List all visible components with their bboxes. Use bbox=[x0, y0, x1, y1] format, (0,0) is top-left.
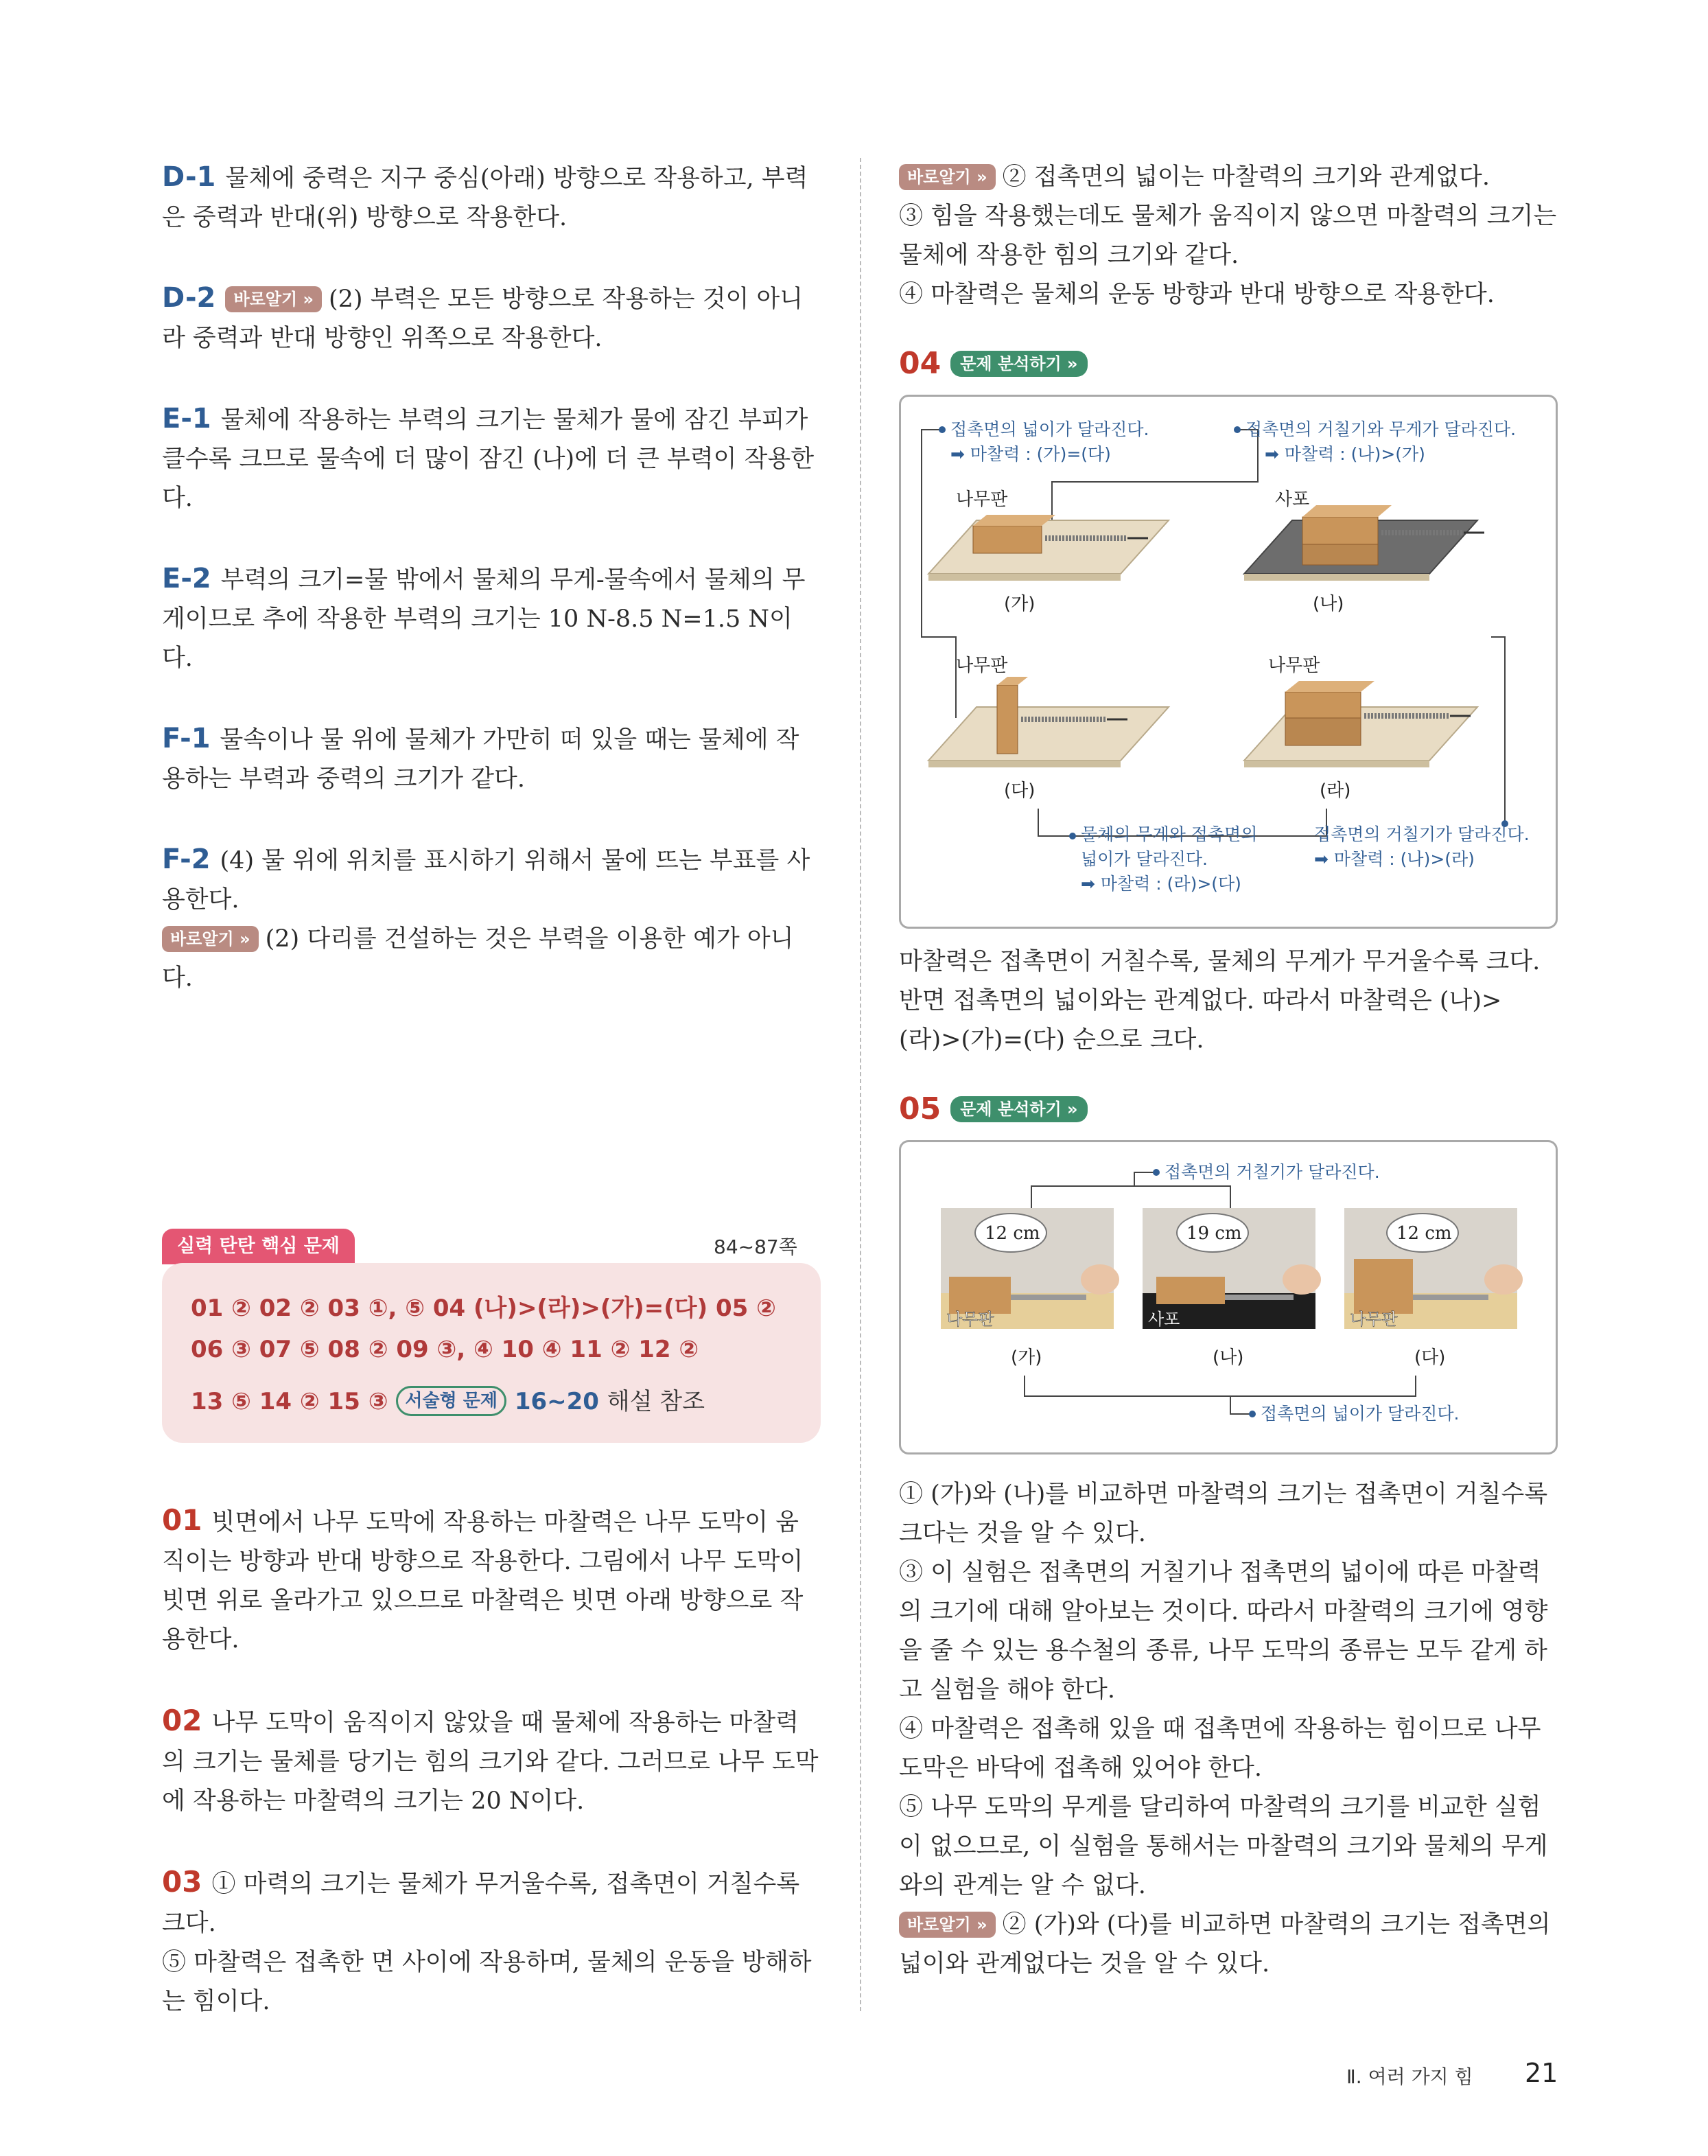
right-column bbox=[899, 158, 1558, 1984]
badge-correct: 바로알기 » bbox=[225, 286, 322, 312]
answer-q02 bbox=[162, 1701, 821, 1821]
answer-q03 bbox=[162, 1862, 821, 2021]
label-ga: (가) bbox=[1004, 594, 1036, 614]
left-column-bottom bbox=[162, 1500, 821, 2063]
label-sandpaper: 사포 bbox=[1275, 489, 1310, 510]
photo-label-sandpaper: 사포 bbox=[1148, 1310, 1180, 1329]
friction-diagram bbox=[901, 397, 1556, 927]
code-f2: F-2 bbox=[162, 844, 211, 875]
label-wood-1: 나무판 bbox=[956, 489, 1008, 510]
ann-top-right-1: 접촉면의 거칠기와 무게가 달라진다. bbox=[1245, 419, 1517, 439]
answer-key-line-2: 06 ③ 07 ⑤ 08 ② 09 ③, ④ 10 ④ 11 ② 12 ② bbox=[191, 1336, 699, 1363]
ann-top-right-2: ➡ 마찰력 : (나)>(가) bbox=[1265, 444, 1425, 464]
text-q02: 나무 도막이 움직이지 않았을 때 물체에 작용하는 마찰력의 크기는 물체를 당기는 힘의 크기와 같다. 그러므로 나무 도막에 작용하는 마찰력의 크기는 20 N이다. bbox=[162, 1709, 819, 1815]
text-e1: 물체에 작용하는 부력의 크기는 물체가 물에 잠긴 부피가 클수록 크므로 물속에 더 많이 잠긴 (나)에 더 큰 부력이 작용한다. bbox=[162, 406, 815, 512]
text-top-2: ③ 힘을 작용했는데도 물체가 움직이지 않으면 마찰력의 크기는 물체에 작용한 힘의 크기와 같다. bbox=[899, 202, 1557, 269]
ann-bottom-left-2: 넓이가 달라진다. bbox=[1081, 849, 1208, 869]
text-q05-6: ② (가)와 (다)를 비교하면 마찰력의 크기는 접촉면의 넓이와 관계없다는 것을 알 수 있다. bbox=[899, 1911, 1551, 1978]
footer-chapter: Ⅱ. 여러 가지 힘 bbox=[1346, 2065, 1473, 2088]
ann-bottom-left-1: 물체의 무게와 접촉면의 bbox=[1081, 824, 1258, 844]
text-f1: 물속이나 물 위에 물체가 가만히 떠 있을 때는 물체에 작용하는 부력과 중력의 크기가 같다. bbox=[162, 726, 799, 793]
caption-ga: (가) bbox=[1011, 1347, 1042, 1368]
left-column bbox=[162, 158, 821, 1039]
text-q03: ① 마력의 크기는 물체가 무거울수록, 접촉면이 거칠수록 크다. bbox=[162, 1870, 800, 1937]
text-q03-2: ⑤ 마찰력은 접촉한 면 사이에 작용하며, 물체의 운동을 방해하는 힘이다. bbox=[162, 1949, 812, 2015]
section-q05 bbox=[899, 1091, 1558, 1126]
qnum-05: 05 bbox=[899, 1091, 941, 1126]
answer-f1 bbox=[162, 719, 821, 799]
text-d1: 물체에 중력은 지구 중심(아래) 방향으로 작용하고, 부력은 중력과 반대(위) 방향으로 작용한다. bbox=[162, 165, 808, 231]
label-ra: (라) bbox=[1320, 780, 1351, 801]
caption-na: (나) bbox=[1213, 1347, 1244, 1368]
answer-e2 bbox=[162, 559, 821, 678]
answer-d2 bbox=[162, 279, 821, 358]
photo-label-wood-1: 나무판 bbox=[946, 1310, 994, 1329]
essay-see: 해설 참조 bbox=[607, 1388, 705, 1415]
answer-q03-cont bbox=[899, 158, 1558, 314]
length-da: 12 cm bbox=[1396, 1223, 1452, 1244]
length-ga: 12 cm bbox=[985, 1223, 1040, 1244]
text-f2-2: (2) 다리를 건설하는 것은 부력을 이용한 예가 아니다. bbox=[162, 925, 794, 992]
answer-q04 bbox=[899, 942, 1558, 1060]
photo-experiment bbox=[901, 1142, 1556, 1452]
qnum-04: 04 bbox=[899, 346, 941, 381]
analysis-badge: 문제 분석하기 » bbox=[950, 351, 1087, 377]
text-f2: (4) 물 위에 위치를 표시하기 위해서 물에 뜨는 부표를 사용한다. bbox=[162, 847, 810, 914]
photo-label-wood-2: 나무판 bbox=[1350, 1310, 1398, 1329]
ann-roughness: 접촉면의 거칠기가 달라진다. bbox=[1165, 1162, 1380, 1182]
answer-key-line-3 bbox=[191, 1382, 705, 1416]
figure-q05 bbox=[899, 1140, 1558, 1454]
code-d2: D-2 bbox=[162, 282, 216, 314]
code-d1: D-1 bbox=[162, 161, 216, 193]
text-top-1: ② 접촉면의 넓이는 마찰력의 크기와 관계없다. bbox=[1002, 163, 1490, 191]
answer-f2 bbox=[162, 840, 821, 998]
text-q05-3: ③ 이 실험은 접촉면의 거칠기나 접촉면의 넓이에 따른 마찰력의 크기에 대해 알아보는 것이다. 따라서 마찰력의 크기에 영향을 줄 수 있는 용수철의 종류, 나무 도막의 종류는 모두 같게 하고 실험을 해야 한다. bbox=[899, 1559, 1548, 1704]
essay-badge: 서술형 문제 bbox=[396, 1386, 506, 1416]
answer-key-pages: 84~87쪽 bbox=[714, 1236, 797, 1258]
section-q04 bbox=[899, 346, 1558, 381]
badge-correct: 바로알기 » bbox=[899, 164, 996, 190]
ann-bottom-right-1: 접촉면의 거칠기가 달라진다. bbox=[1314, 824, 1530, 844]
column-divider bbox=[860, 158, 861, 2011]
code-e2: E-2 bbox=[162, 563, 211, 594]
analysis-badge: 문제 분석하기 » bbox=[950, 1096, 1087, 1122]
answer-e1 bbox=[162, 399, 821, 518]
answer-key-tab: 실력 탄탄 핵심 문제 bbox=[162, 1229, 355, 1264]
label-na: (나) bbox=[1313, 594, 1344, 614]
page-number: 21 bbox=[1525, 2058, 1558, 2088]
qnum-01: 01 bbox=[162, 1503, 202, 1537]
setup-da bbox=[928, 677, 1169, 767]
answer-key-line-1: 01 ② 02 ② 03 ①, ⑤ 04 (나)>(라)>(가)=(다) 05 ② bbox=[191, 1295, 776, 1322]
length-na: 19 cm bbox=[1186, 1223, 1242, 1244]
answer-d1 bbox=[162, 158, 821, 237]
text-q05-4: ④ 마찰력은 접촉해 있을 때 접촉면에 작용하는 힘이므로 나무 도막은 바닥에 접촉해 있어야 한다. bbox=[899, 1715, 1541, 1782]
text-e2: 부력의 크기=물 밖에서 물체의 무게-물속에서 물체의 무게이므로 추에 작용한 부력의 크기는 10 N-8.5 N=1.5 N이다. bbox=[162, 566, 806, 672]
qnum-03: 03 bbox=[162, 1865, 202, 1899]
badge-correct: 바로알기 » bbox=[162, 926, 259, 952]
essay-ref: 16~20 bbox=[514, 1388, 599, 1415]
setup-na bbox=[1244, 505, 1484, 581]
answer-q01 bbox=[162, 1500, 821, 1660]
figure-q04 bbox=[899, 395, 1558, 929]
ann-bottom-right-2: ➡ 마찰력 : (나)>(라) bbox=[1314, 849, 1475, 869]
qnum-02: 02 bbox=[162, 1704, 202, 1737]
setup-ra bbox=[1244, 681, 1477, 767]
answer-q05 bbox=[899, 1475, 1558, 1984]
ann-area: 접촉면의 넓이가 달라진다. bbox=[1261, 1404, 1460, 1424]
text-q01: 빗면에서 나무 도막에 작용하는 마찰력은 나무 도막이 움직이는 방향과 반대 방향으로 작용한다. 그림에서 나무 도막이 빗면 위로 올라가고 있으므로 마찰력은 빗면 아래 방향으로 작용한다. bbox=[162, 1509, 804, 1654]
label-wood-2: 나무판 bbox=[956, 656, 1008, 676]
badge-correct: 바로알기 » bbox=[899, 1912, 996, 1938]
text-q04: 마찰력은 접촉면이 거칠수록, 물체의 무게가 무거울수록 크다. 반면 접촉면의 넓이와는 관계없다. 따라서 마찰력은 (나)>(라)>(가)=(다) 순으로 크다. bbox=[899, 948, 1541, 1054]
ann-bottom-left-3: ➡ 마찰력 : (라)>(다) bbox=[1081, 874, 1241, 894]
answer-key-line-3a: 13 ⑤ 14 ② 15 ③ bbox=[191, 1388, 388, 1415]
setup-ga bbox=[928, 515, 1169, 581]
text-q05-1: ① (가)와 (나)를 비교하면 마찰력의 크기는 접촉면이 거칠수록 크다는 것을 알 수 있다. bbox=[899, 1481, 1548, 1547]
caption-da: (다) bbox=[1414, 1347, 1446, 1368]
ann-top-left-2: ➡ 마찰력 : (가)=(다) bbox=[950, 444, 1111, 464]
ann-top-left-1: 접촉면의 넓이가 달라진다. bbox=[950, 419, 1149, 439]
code-f1: F-1 bbox=[162, 723, 211, 754]
text-q05-5: ⑤ 나무 도막의 무게를 달리하여 마찰력의 크기를 비교한 실험이 없으므로, 이 실험을 통해서는 마찰력의 크기와 물체의 무게와의 관계는 알 수 없다. bbox=[899, 1794, 1548, 1899]
label-wood-3: 나무판 bbox=[1268, 656, 1320, 676]
text-d2: (2) 부력은 모든 방향으로 작용하는 것이 아니라 중력과 반대 방향인 위쪽으로 작용한다. bbox=[162, 286, 804, 352]
text-top-3: ④ 마찰력은 물체의 운동 방향과 반대 방향으로 작용한다. bbox=[899, 281, 1495, 308]
code-e1: E-1 bbox=[162, 403, 211, 434]
label-da: (다) bbox=[1004, 780, 1036, 801]
